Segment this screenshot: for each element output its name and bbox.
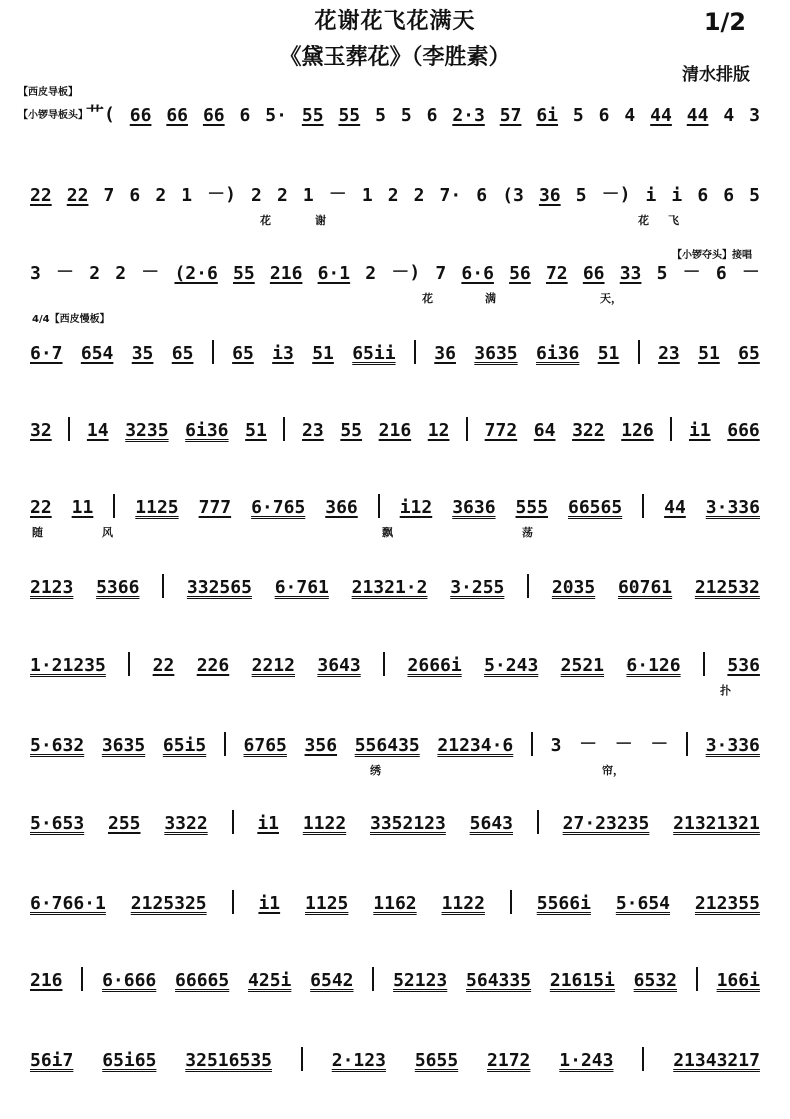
note-group: 356 [304, 735, 338, 756]
bar-line [128, 652, 130, 676]
bar-line [372, 967, 374, 991]
note-group: － [741, 262, 760, 283]
note-group: 556435 [354, 735, 420, 756]
note-group: 5 [749, 185, 760, 206]
note-group: 22 [30, 185, 52, 206]
note-group: 51 [597, 343, 620, 364]
score-row [30, 808, 760, 856]
bar-line [68, 417, 70, 441]
note-group: 1·21235 [30, 655, 106, 676]
note-group: 7 [435, 263, 447, 284]
bar-line [113, 494, 115, 518]
bar-line [686, 732, 688, 756]
note-group: 5 [400, 105, 412, 126]
note-group: 2123 [30, 577, 74, 598]
bar-line [527, 574, 529, 598]
score-row [30, 258, 760, 306]
section-tag-gong-duotou: 【小锣夺头】接唱 [672, 250, 752, 261]
note-group: 5 [572, 105, 584, 126]
note-group: 366 [325, 497, 358, 518]
note-group: 51 [312, 343, 334, 364]
score-row [30, 492, 760, 540]
note-group: 5366 [96, 577, 140, 598]
note-group: 6 [723, 185, 735, 206]
section-tag-gong-daoban: 【小锣导板头】 [18, 110, 88, 121]
bar-line [638, 340, 640, 364]
note-group: 66 [166, 105, 189, 126]
note-group: 6·761 [274, 577, 329, 598]
note-group: 255 [108, 813, 141, 834]
note-group: 332565 [186, 577, 252, 598]
score-row [30, 180, 760, 228]
note-group: 6 [715, 263, 727, 284]
note-group: 5 [375, 105, 386, 126]
note-group: 5 [656, 263, 668, 284]
score-row [30, 888, 760, 936]
note-group: 3643 [317, 655, 361, 676]
bar-line [162, 574, 164, 598]
note-group: － [141, 262, 160, 283]
note-group: 66 [202, 105, 225, 126]
note-group: 65ii [352, 343, 396, 364]
note-group: 212532 [694, 577, 760, 598]
note-group: 21615i [549, 970, 615, 991]
note-group: 2 [155, 185, 167, 206]
note-group: 2125325 [130, 893, 207, 914]
note-group: 65 [738, 343, 760, 364]
score-row [30, 1045, 760, 1093]
note-group: 3636 [452, 497, 496, 518]
note-group: 6·6 [461, 263, 494, 284]
note-group: 2·3 [452, 105, 485, 126]
note-group: 5 [575, 185, 587, 206]
bar-line [224, 732, 226, 756]
note-group: 777 [198, 497, 232, 518]
note-group: 21321321 [673, 813, 760, 834]
lyric-char: 随 [32, 526, 43, 539]
note-group: 5·653 [30, 813, 85, 834]
note-group: 322 [572, 420, 605, 441]
score-row [30, 965, 760, 1013]
bar-line [642, 494, 644, 518]
note-group: 6 [239, 105, 251, 126]
bar-line [531, 732, 533, 756]
note-group: 57 [499, 105, 522, 126]
note-group: 216 [378, 420, 412, 441]
note-group: 55 [301, 105, 324, 126]
note-group: 226 [196, 655, 230, 676]
note-group: 52123 [393, 970, 448, 991]
note-group: 2 [89, 263, 101, 284]
note-group: 6·7 [30, 343, 63, 364]
note-group: 1162 [373, 893, 417, 914]
note-group: 564335 [466, 970, 532, 991]
notes-line [30, 888, 760, 914]
note-group: 216 [30, 970, 63, 991]
note-group: 1 [302, 185, 314, 206]
lyric-char: 天， [600, 292, 622, 305]
notes-line [30, 808, 760, 834]
note-group: 44 [650, 105, 672, 126]
note-group: 5566i [536, 893, 591, 914]
note-group: 2212 [251, 655, 295, 676]
note-group: 2 [413, 185, 425, 206]
note-group: 1 [361, 185, 373, 206]
note-group: 6 [598, 105, 610, 126]
note-group: 6542 [310, 970, 354, 991]
notes-line [86, 100, 760, 126]
bar-line [378, 494, 380, 518]
note-group: 65 [171, 343, 194, 364]
note-group: － [56, 262, 75, 283]
note-group: 2 [387, 185, 399, 206]
note-group: 23 [658, 343, 680, 364]
note-group: 55 [340, 420, 363, 441]
note-group: 32516535 [185, 1050, 272, 1071]
note-group: 666 [727, 420, 760, 441]
note-group: 2666i [407, 655, 462, 676]
note-group: 44 [664, 497, 686, 518]
note-group: －) [601, 184, 631, 205]
note-group: 6i36 [536, 343, 580, 364]
lyric-char: 飘 [382, 526, 393, 539]
note-group: 36 [434, 343, 456, 364]
note-group: 11 [71, 497, 94, 518]
bar-line [537, 810, 539, 834]
note-group: 1125 [135, 497, 179, 518]
note-group: (3 [502, 185, 524, 206]
note-group: 65 [232, 343, 254, 364]
bar-line [232, 890, 234, 914]
notes-line [30, 180, 760, 206]
score-row [30, 338, 760, 386]
note-group: － [328, 184, 347, 205]
note-group: 32 [30, 420, 52, 441]
note-group: 44 [686, 105, 709, 126]
bar-line [510, 890, 512, 914]
lyric-char: 花 [260, 214, 271, 227]
note-group: 64 [533, 420, 556, 441]
note-group: 5·654 [615, 893, 671, 914]
note-group: 36 [538, 185, 561, 206]
notes-line [30, 415, 760, 441]
note-group: 4 [723, 105, 735, 126]
note-group: i [645, 185, 657, 206]
note-group: 23 [302, 420, 324, 441]
note-group: 216 [269, 263, 303, 284]
note-group: －) [391, 262, 421, 283]
bar-line [212, 340, 214, 364]
note-group: 51 [245, 420, 267, 441]
note-group: 3 [749, 105, 760, 126]
note-group: 2521 [560, 655, 605, 676]
notes-line [30, 572, 760, 598]
note-group: － [650, 734, 669, 755]
note-group: 21321·2 [351, 577, 428, 598]
note-group: 5·632 [30, 735, 85, 756]
note-group: 212355 [694, 893, 760, 914]
section-tag-xipi-manban: 4/4【西皮慢板】 [32, 314, 110, 325]
lyric-char: 荡 [522, 526, 533, 539]
note-group: 27·23235 [562, 813, 650, 834]
note-group: 1 [181, 185, 193, 206]
note-group: 6i36 [185, 420, 229, 441]
note-group: 65i65 [102, 1050, 157, 1071]
note-group: 6 [476, 185, 488, 206]
lyric-char: 扑 [720, 684, 731, 697]
note-group: 55 [338, 105, 361, 126]
notes-line [30, 338, 760, 364]
note-group: 56 [509, 263, 531, 284]
note-group: 2 [276, 185, 288, 206]
note-group: 2 [365, 263, 377, 284]
note-group: 22 [66, 185, 89, 206]
note-group: 6·666 [102, 970, 157, 991]
note-group: 7· [439, 185, 462, 206]
notes-line [30, 1045, 760, 1071]
bar-line [703, 652, 705, 676]
bar-line [383, 652, 385, 676]
note-group: 21234·6 [437, 735, 514, 756]
bar-line [670, 417, 672, 441]
note-group: 5· [265, 105, 287, 126]
note-group: 3235 [125, 420, 169, 441]
note-group: 艹( [86, 104, 115, 125]
note-group: 2·123 [331, 1050, 386, 1071]
note-group: 51 [698, 343, 720, 364]
note-group: 7 [103, 185, 115, 206]
note-group: 6 [697, 185, 709, 206]
note-group: 66565 [568, 497, 623, 518]
note-group: i1 [688, 420, 711, 441]
note-group: 6·765 [251, 497, 306, 518]
note-group: 1122 [302, 813, 347, 834]
note-group: 4 [624, 105, 636, 126]
note-group: －) [207, 184, 236, 205]
note-group: 22 [152, 655, 175, 676]
note-group: 3·255 [450, 577, 505, 598]
score-row [86, 100, 760, 148]
bar-line [696, 967, 698, 991]
note-group: 6 [426, 105, 438, 126]
note-group: 3 [550, 735, 562, 756]
score-row [30, 572, 760, 620]
note-group: (2·6 [174, 263, 218, 284]
note-group: 2 [115, 263, 127, 284]
note-group: 6·766·1 [30, 893, 106, 914]
note-group: 72 [545, 263, 568, 284]
note-group: 772 [484, 420, 518, 441]
note-group: 555 [515, 497, 549, 518]
bar-line [232, 810, 234, 834]
notes-line [30, 650, 760, 676]
note-group: 56i7 [30, 1050, 74, 1071]
note-group: 6·126 [626, 655, 681, 676]
note-group: 12 [427, 420, 450, 441]
lyric-char: 绣 [370, 764, 381, 777]
note-group: 1·243 [559, 1050, 614, 1071]
note-group: 3·336 [705, 735, 760, 756]
score-row [30, 730, 760, 778]
note-group: 66 [582, 263, 605, 284]
note-group: 60761 [617, 577, 673, 598]
page-number: 1/2 [703, 8, 746, 36]
note-group: 14 [86, 420, 109, 441]
note-group: － [682, 262, 701, 283]
note-group: 3 [30, 263, 41, 284]
note-group: 21343217 [673, 1050, 760, 1071]
note-group: 3352123 [369, 813, 446, 834]
note-group: 66665 [175, 970, 230, 991]
note-group: 55 [233, 263, 255, 284]
notes-line [30, 965, 760, 991]
lyric-char: 飞 [668, 214, 679, 227]
note-group: i12 [399, 497, 433, 518]
bar-line [642, 1047, 644, 1071]
note-group: 3322 [164, 813, 208, 834]
note-group: 6532 [633, 970, 678, 991]
note-group: 425i [248, 970, 292, 991]
score-row [30, 650, 760, 698]
note-group: 536 [727, 655, 760, 676]
note-group: － [579, 734, 598, 755]
section-tag-xipi-daoban: 【西皮导板】 [18, 87, 78, 98]
notes-line [30, 492, 760, 518]
page-subtitle: 《黛玉葬花》（李胜素） [279, 45, 511, 70]
note-group: 22 [30, 497, 52, 518]
note-group: 5·243 [484, 655, 539, 676]
lyric-char: 花 [638, 214, 649, 227]
note-group: 66 [129, 105, 152, 126]
note-group: 3635 [474, 343, 518, 364]
note-group: 33 [619, 263, 642, 284]
note-group: 5655 [414, 1050, 459, 1071]
notes-line [30, 730, 760, 756]
note-group: 6 [129, 185, 141, 206]
lyric-char: 帘， [602, 764, 624, 777]
bar-line [81, 967, 83, 991]
note-group: 6·1 [317, 263, 351, 284]
note-group: 1122 [441, 893, 485, 914]
lyric-char: 谢 [315, 214, 326, 227]
note-group: 3·336 [705, 497, 760, 518]
note-group: 5643 [469, 813, 514, 834]
note-group: 2 [251, 185, 262, 206]
bar-line [283, 417, 285, 441]
note-group: i1 [257, 813, 279, 834]
note-group: 6i [536, 105, 559, 126]
note-group: 2172 [487, 1050, 531, 1071]
note-group: 35 [131, 343, 154, 364]
note-group: 3635 [101, 735, 146, 756]
note-group: － [614, 734, 633, 755]
bar-line [414, 340, 416, 364]
note-group: 2035 [551, 577, 596, 598]
page-title: 花谢花飞花满天 [314, 9, 476, 34]
lyric-char: 满 [485, 292, 496, 305]
lyric-char: 风 [102, 526, 113, 539]
credit-label: 清水排版 [682, 65, 750, 85]
score-row [30, 415, 760, 463]
note-group: i3 [272, 343, 294, 364]
bar-line [466, 417, 468, 441]
note-group: 126 [621, 420, 654, 441]
note-group: i [671, 185, 683, 206]
lyric-char: 花 [422, 292, 433, 305]
note-group: 65i5 [162, 735, 207, 756]
note-group: 166i [716, 970, 760, 991]
notes-line [30, 258, 760, 284]
note-group: 6765 [243, 735, 287, 756]
note-group: 1125 [305, 893, 349, 914]
note-group: 654 [80, 343, 114, 364]
bar-line [301, 1047, 303, 1071]
note-group: i1 [258, 893, 281, 914]
